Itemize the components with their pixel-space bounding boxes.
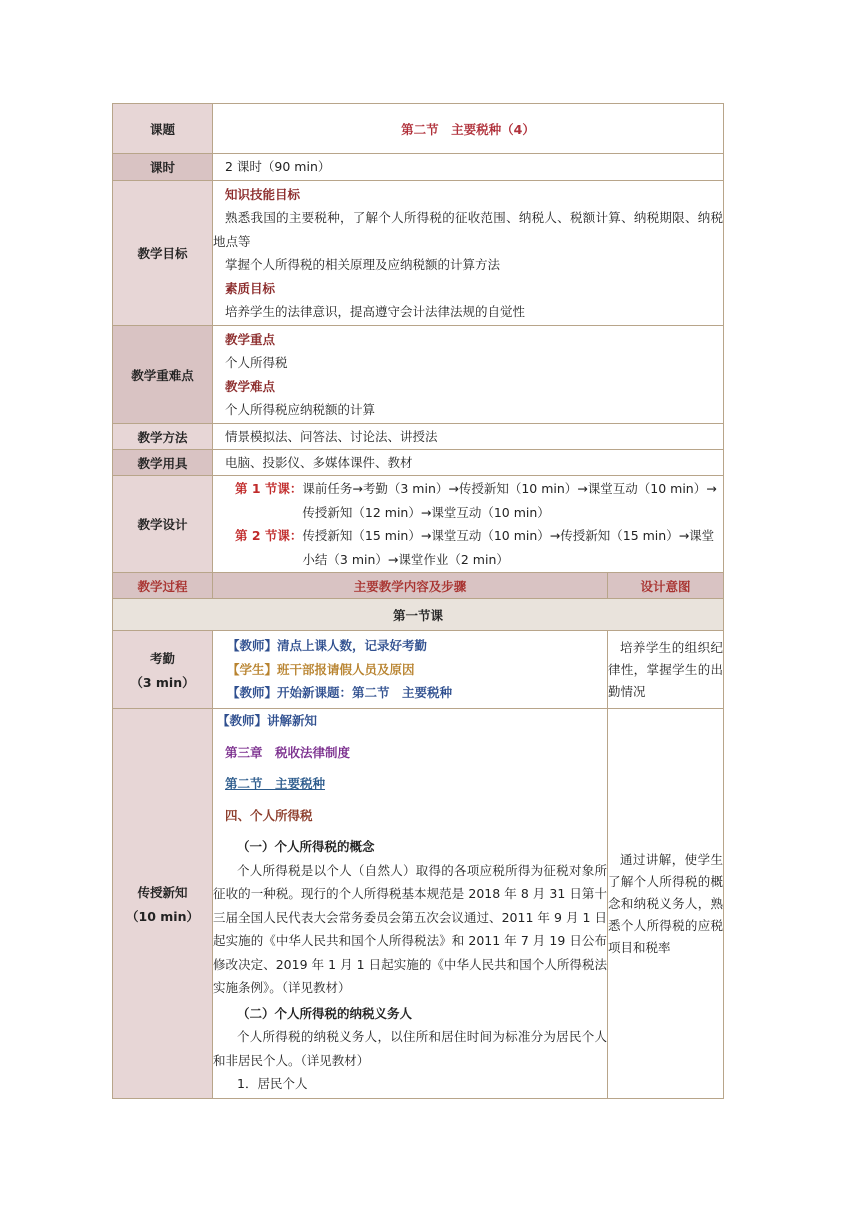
design-session-2-key: 第 2 节课：: [235, 528, 303, 543]
teach-section: 第二节 主要税种: [225, 776, 326, 791]
goals-row: [113, 181, 724, 326]
methods-row: [113, 424, 724, 450]
design-session-1-value: 课前任务→考勤（3 min）→传授新知（10 min）→课堂互动（10 min）→传授新知（12 min）→课堂互动（10 min）: [302, 481, 717, 520]
teach-subsection: 四、个人所得税: [225, 807, 313, 823]
keypoints-heading-difficulty: 教学难点: [225, 378, 276, 394]
goals-line-3: 培养学生的法律意识，提高遵守会计法律法规的自觉性: [225, 304, 526, 319]
design-row: [113, 476, 724, 573]
hours-row: [113, 154, 724, 181]
attendance-teacher-1: 【教师】清点上课人数，记录好考勤: [227, 638, 428, 654]
lesson-plan-table: [112, 103, 724, 1099]
section-title: 第一节课: [113, 599, 724, 631]
design-session-1-key: 第 1 节课：: [235, 481, 303, 496]
teach-resident: 1．居民个人: [237, 1076, 308, 1091]
keypoints-row: [113, 326, 724, 424]
goals-heading-quality: 素质目标: [225, 280, 276, 296]
teach-label: [113, 709, 213, 1099]
methods-value: 情景模拟法、问答法、讨论法、讲授法: [225, 428, 438, 444]
teach-intent: 通过讲解，使学生了解个人所得税的概念和纳税义务人，熟悉个人所得税的应税项目和税率: [608, 709, 724, 1099]
design-label: 教学设计: [113, 476, 213, 573]
teach-teacher: 【教师】讲解新知: [217, 713, 318, 728]
attendance-label: [113, 631, 213, 709]
hours-value: 2 课时（90 min）: [225, 159, 331, 175]
attendance-time: （3 min）: [130, 674, 195, 690]
attendance-teacher-2: 【教师】开始新课题：第二节 主要税种: [227, 685, 453, 701]
attendance-label-text: 考勤: [149, 650, 175, 666]
keypoints-focus: 个人所得税: [225, 355, 288, 370]
design-session-2-value: 传授新知（15 min）→课堂互动（10 min）→传授新知（15 min）→课堂小结（3 min）→课堂作业（2 min）: [302, 528, 715, 567]
keypoints-difficulty: 个人所得税应纳税额的计算: [225, 402, 376, 417]
hours-label: 课时: [113, 154, 213, 181]
methods-label: 教学方法: [113, 424, 213, 450]
tools-label: 教学用具: [113, 450, 213, 476]
teach-label-text: 传授新知: [137, 884, 188, 900]
process-header-content: 主要教学内容及步骤: [213, 573, 608, 599]
teach-heading-concept: （一）个人所得税的概念: [237, 839, 375, 854]
section-row: [113, 599, 724, 631]
teach-chapter: 第三章 税收法律制度: [225, 744, 351, 760]
design-session-1: [235, 477, 723, 524]
process-header-intent: 设计意图: [608, 573, 724, 599]
teach-taxpayer-paragraph: 个人所得税的纳税义务人，以住所和居住时间为标准分为居民个人和非居民个人。（详见教材）: [213, 1029, 607, 1068]
attendance-student: 【学生】班干部报请假人员及原因: [227, 661, 415, 677]
tools-value: 电脑、投影仪、多媒体课件、教材: [225, 454, 413, 470]
lesson-title: 第二节 主要税种（4）: [213, 104, 724, 154]
goals-heading-skills: 知识技能目标: [225, 186, 301, 202]
attendance-row: [113, 631, 724, 709]
goals-line-2: 掌握个人所得税的相关原理及应纳税额的计算方法: [225, 257, 501, 272]
teach-time: （10 min）: [126, 908, 199, 924]
topic-label: 课题: [113, 104, 213, 154]
teach-row: [113, 709, 724, 1099]
topic-row: [113, 104, 724, 154]
design-session-2: [235, 524, 723, 571]
teach-concept-paragraph: 个人所得税是以个人（自然人）取得的各项应税所得为征税对象所征收的一种税。现行的个人所得税基本规范是 2018 年 8 月 31 日第十三届全国人民代表大会常务委员会第五次会议通过、2011 年 9 月 1 日起实施的《中华人民共和国个人所得税法》和 2011 年 7 月 19 日公布修改决定、2019 年 1 月 1 日起实施的《中华人民共和国个人所得税法实施条例》。（详见教材）: [213, 862, 607, 995]
tools-row: [113, 450, 724, 476]
process-header-row: [113, 573, 724, 599]
process-header-step: 教学过程: [113, 573, 213, 599]
teach-heading-taxpayer: （二）个人所得税的纳税义务人: [237, 1005, 413, 1021]
goals-label: 教学目标: [113, 181, 213, 326]
goals-line-1: 熟悉我国的主要税种，了解个人所得税的征收范围、纳税人、税额计算、纳税期限、纳税地点等: [213, 210, 724, 249]
attendance-intent: 培养学生的组织纪律性，掌握学生的出勤情况: [608, 631, 724, 709]
keypoints-label: 教学重难点: [113, 326, 213, 424]
keypoints-heading-focus: 教学重点: [225, 331, 276, 347]
